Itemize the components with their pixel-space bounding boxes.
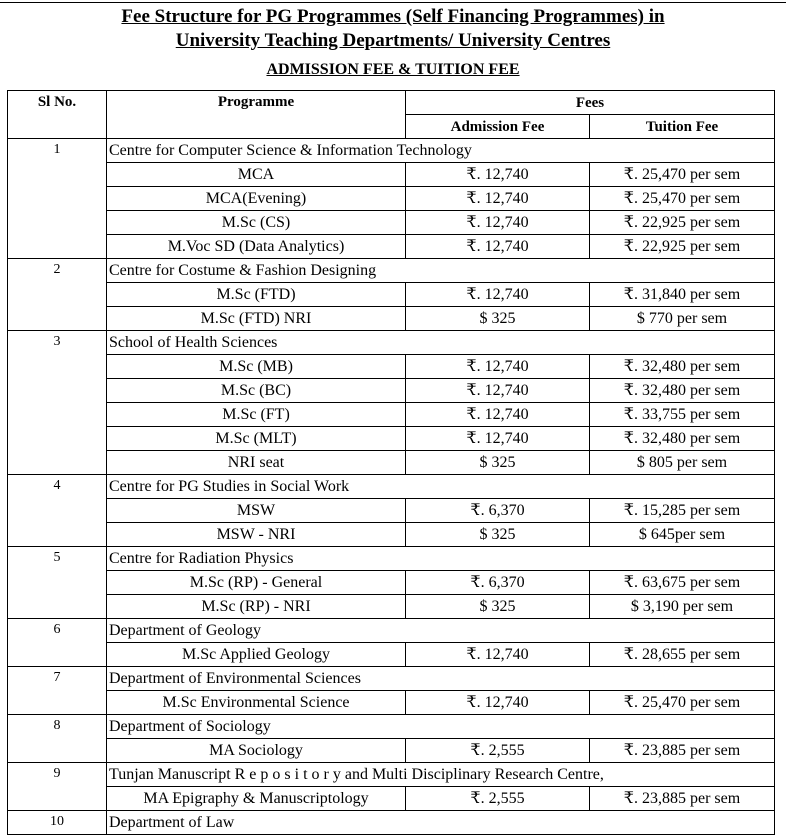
page-title-line-1: Fee Structure for PG Programmes (Self Financing Programmes) in (121, 6, 665, 27)
admission-fee: ₹. 12,740 (406, 187, 590, 211)
admission-fee: ₹. 12,740 (406, 283, 590, 307)
admission-fee: ₹. 12,740 (406, 355, 590, 379)
section-sl-no: 1 (8, 139, 107, 259)
tuition-fee: ₹. 23,885 per sem (590, 739, 775, 763)
programme-name: M.Sc (FTD) (107, 283, 406, 307)
tuition-fee: ₹. 31,840 per sem (590, 283, 775, 307)
tuition-fee: $ 645per sem (590, 523, 775, 547)
programme-name: NRI seat (107, 451, 406, 475)
section-name: Department of Sociology (107, 715, 775, 739)
programme-name: M.Sc (RP) - NRI (107, 595, 406, 619)
tuition-fee: ₹. 25,470 per sem (590, 691, 775, 715)
programme-name: M.Sc (MB) (107, 355, 406, 379)
section-name: Tunjan Manuscript R e p o s i t o r y and Multi Disciplinary Research Centre, (107, 763, 775, 787)
section-name: Centre for Computer Science & Information Technology (107, 139, 775, 163)
programme-name: MCA(Evening) (107, 187, 406, 211)
admission-fee: ₹. 2,555 (406, 787, 590, 811)
section-row (8, 475, 775, 499)
admission-fee: ₹. 12,740 (406, 235, 590, 259)
section-sl-no: 3 (8, 331, 107, 475)
programme-row (8, 235, 775, 259)
section-sl-no: 4 (8, 475, 107, 547)
programme-row (8, 739, 775, 763)
programme-name: M.Sc (MLT) (107, 427, 406, 451)
programme-row (8, 403, 775, 427)
section-sl-no: 7 (8, 667, 107, 715)
programme-row (8, 643, 775, 667)
programme-row (8, 691, 775, 715)
tuition-fee: ₹. 22,925 per sem (590, 235, 775, 259)
programme-name: MCA (107, 163, 406, 187)
section-name: Centre for Radiation Physics (107, 547, 775, 571)
section-name: School of Health Sciences (107, 331, 775, 355)
header-fees: Fees (406, 91, 775, 115)
tuition-fee: ₹. 32,480 per sem (590, 355, 775, 379)
programme-name: MSW - NRI (107, 523, 406, 547)
section-row (8, 139, 775, 163)
programme-name: M.Sc (BC) (107, 379, 406, 403)
programme-row (8, 571, 775, 595)
programme-row (8, 163, 775, 187)
top-rule (0, 2, 786, 3)
admission-fee: $ 325 (406, 451, 590, 475)
section-sl-no: 10 (8, 811, 107, 835)
section-row (8, 547, 775, 571)
fee-table-body (8, 139, 775, 835)
programme-row (8, 451, 775, 475)
section-sl-no: 8 (8, 715, 107, 763)
programme-name: MA Epigraphy & Manuscriptology (107, 787, 406, 811)
admission-fee: $ 325 (406, 523, 590, 547)
section-row (8, 331, 775, 355)
section-row (8, 619, 775, 643)
section-sl-no: 5 (8, 547, 107, 619)
admission-fee: ₹. 12,740 (406, 691, 590, 715)
page-title-line-2: University Teaching Departments/ University Centres (175, 30, 611, 51)
section-name: Department of Environmental Sciences (107, 667, 775, 691)
section-row (8, 811, 775, 835)
tuition-fee: $ 770 per sem (590, 307, 775, 331)
programme-row (8, 355, 775, 379)
programme-row (8, 307, 775, 331)
header-sl-no: Sl No. (8, 91, 107, 139)
section-row (8, 715, 775, 739)
section-name: Department of Law (107, 811, 775, 835)
tuition-fee: ₹. 33,755 per sem (590, 403, 775, 427)
tuition-fee: ₹. 15,285 per sem (590, 499, 775, 523)
programme-row (8, 211, 775, 235)
admission-fee: ₹. 12,740 (406, 379, 590, 403)
tuition-fee: ₹. 22,925 per sem (590, 211, 775, 235)
section-row (8, 259, 775, 283)
programme-name: MA Sociology (107, 739, 406, 763)
admission-fee: ₹. 12,740 (406, 427, 590, 451)
section-row (8, 763, 775, 787)
section-sl-no: 6 (8, 619, 107, 667)
section-name: Department of Geology (107, 619, 775, 643)
programme-name: M.Sc (RP) - General (107, 571, 406, 595)
admission-fee: $ 325 (406, 595, 590, 619)
admission-fee: $ 325 (406, 307, 590, 331)
programme-name: M.Voc SD (Data Analytics) (107, 235, 406, 259)
tuition-fee: ₹. 23,885 per sem (590, 787, 775, 811)
page-subtitle: ADMISSION FEE & TUITION FEE (266, 61, 520, 78)
programme-name: MSW (107, 499, 406, 523)
programme-row (8, 787, 775, 811)
tuition-fee: ₹. 63,675 per sem (590, 571, 775, 595)
programme-name: M.Sc (CS) (107, 211, 406, 235)
tuition-fee: ₹. 25,470 per sem (590, 163, 775, 187)
programme-row (8, 427, 775, 451)
header-admission-fee: Admission Fee (406, 115, 590, 139)
admission-fee: ₹. 2,555 (406, 739, 590, 763)
tuition-fee: $ 3,190 per sem (590, 595, 775, 619)
admission-fee: ₹. 12,740 (406, 211, 590, 235)
header-programme: Programme (107, 91, 406, 139)
admission-fee: ₹. 6,370 (406, 571, 590, 595)
programme-row (8, 523, 775, 547)
tuition-fee: ₹. 32,480 per sem (590, 379, 775, 403)
programme-row (8, 379, 775, 403)
programme-row (8, 283, 775, 307)
section-sl-no: 9 (8, 763, 107, 811)
programme-row (8, 187, 775, 211)
programme-row (8, 595, 775, 619)
tuition-fee: ₹. 25,470 per sem (590, 187, 775, 211)
programme-row (8, 499, 775, 523)
fee-table (7, 90, 775, 835)
section-name: Centre for PG Studies in Social Work (107, 475, 775, 499)
tuition-fee: ₹. 28,655 per sem (590, 643, 775, 667)
section-name: Centre for Costume & Fashion Designing (107, 259, 775, 283)
programme-name: M.Sc Applied Geology (107, 643, 406, 667)
tuition-fee: $ 805 per sem (590, 451, 775, 475)
programme-name: M.Sc Environmental Science (107, 691, 406, 715)
admission-fee: ₹. 12,740 (406, 163, 590, 187)
section-row (8, 667, 775, 691)
admission-fee: ₹. 12,740 (406, 643, 590, 667)
admission-fee: ₹. 12,740 (406, 403, 590, 427)
admission-fee: ₹. 6,370 (406, 499, 590, 523)
programme-name: M.Sc (FT) (107, 403, 406, 427)
tuition-fee: ₹. 32,480 per sem (590, 427, 775, 451)
programme-name: M.Sc (FTD) NRI (107, 307, 406, 331)
section-sl-no: 2 (8, 259, 107, 331)
header-tuition-fee: Tuition Fee (590, 115, 775, 139)
